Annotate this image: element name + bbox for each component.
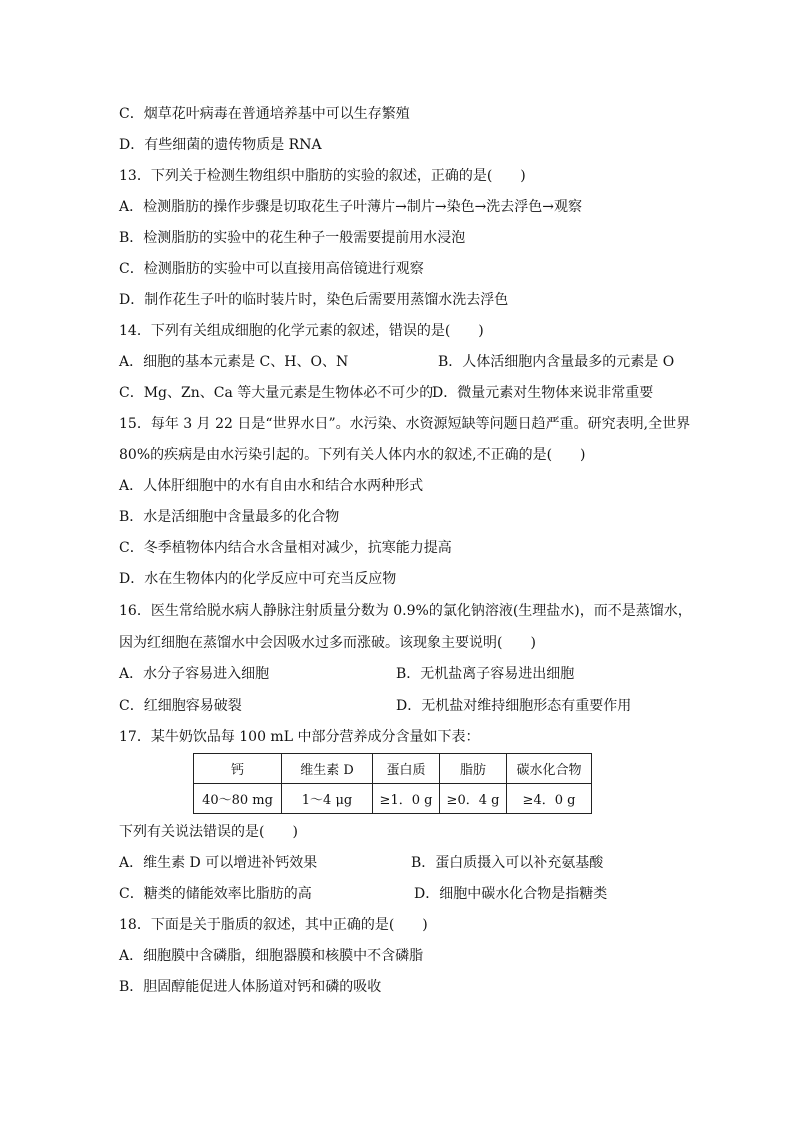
- q13-option-c: C．检测脂肪的实验中可以直接用高倍镜进行观察: [119, 261, 424, 277]
- q14-stem: 14．下列有关组成细胞的化学元素的叙述，错误的是( ): [119, 323, 484, 339]
- q13-stem: 13．下列关于检测生物组织中脂肪的实验的叙述，正确的是( ): [119, 168, 526, 184]
- q15-option-b: B．水是活细胞中含量最多的化合物: [119, 509, 340, 525]
- q15-option-c: C．冬季植物体内结合水含量相对减少，抗寒能力提高: [119, 540, 452, 556]
- q14-option-b: B．人体活细胞内含量最多的元素是 O: [438, 354, 675, 370]
- q13-option-a: A．检测脂肪的操作步骤是切取花生子叶薄片→制片→染色→洗去浮色→观察: [119, 199, 583, 215]
- q17-option-c: C．糖类的储能效率比脂肪的高: [119, 886, 312, 902]
- q15-stem-line2: 80%的疾病是由水污染引起的。下列有关人体内水的叙述,不正确的是( ): [119, 447, 586, 463]
- table-header-cell: 脂肪: [440, 754, 507, 784]
- table-row: [194, 754, 592, 784]
- q16-option-a: A．水分子容易进入细胞: [119, 666, 270, 682]
- table-cell: 40～80 mg: [194, 784, 282, 814]
- q14-option-a: A．细胞的基本元素是 C、H、O、N: [119, 354, 349, 370]
- nutrition-table: [193, 753, 592, 814]
- table-header-cell: 钙: [194, 754, 282, 784]
- table-cell: ≥4．0 g: [507, 784, 592, 814]
- table-cell: ≥0．4 g: [440, 784, 507, 814]
- table-row: [194, 784, 592, 814]
- q16-option-b: B．无机盐离子容易进出细胞: [396, 666, 575, 682]
- q13-option-d: D．制作花生子叶的临时装片时，染色后需要用蒸馏水洗去浮色: [119, 292, 509, 308]
- table-cell: ≥1．0 g: [373, 784, 440, 814]
- table-header-cell: 蛋白质: [373, 754, 440, 784]
- table-header-cell: 维生素 D: [282, 754, 373, 784]
- q16-option-c: C．红细胞容易破裂: [119, 698, 242, 714]
- table-cell: 1～4 μg: [282, 784, 373, 814]
- q12-option-d: D．有些细菌的遗传物质是 RNA: [119, 137, 322, 153]
- q16-option-d: D．无机盐对维持细胞形态有重要作用: [396, 698, 632, 714]
- q14-option-d: D．微量元素对生物体来说非常重要: [432, 385, 654, 401]
- q17-stem: 17．某牛奶饮品每 100 mL 中部分营养成分含量如下表：: [119, 729, 480, 745]
- table-header-cell: 碳水化合物: [507, 754, 592, 784]
- q12-option-c: C．烟草花叶病毒在普通培养基中可以生存繁殖: [119, 106, 410, 122]
- q17-option-b: B．蛋白质摄入可以补充氨基酸: [411, 855, 604, 871]
- q17-option-a: A．维生素 D 可以增进补钙效果: [119, 855, 318, 871]
- q15-option-a: A．人体肝细胞中的水有自由水和结合水两种形式: [119, 478, 424, 494]
- q16-stem-line2: 因为红细胞在蒸馏水中会因吸水过多而涨破。该现象主要说明( ): [119, 635, 536, 651]
- q14-option-c: C．Mg、Zn、Ca 等大量元素是生物体必不可少的: [119, 385, 434, 401]
- q15-stem-line1: 15．每年 3 月 22 日是“世界水日”。水污染、水资源短缺等问题日趋严重。研究表明,全世界: [119, 416, 691, 432]
- q15-option-d: D．水在生物体内的化学反应中可充当反应物: [119, 571, 397, 587]
- q16-stem-line1: 16．医生常给脱水病人静脉注射质量分数为 0.9%的氯化钠溶液(生理盐水)，而不是蒸馏水，: [119, 603, 692, 619]
- q13-option-b: B．检测脂肪的实验中的花生种子一般需要提前用水浸泡: [119, 230, 466, 246]
- q18-option-b: B．胆固醇能促进人体肠道对钙和磷的吸收: [119, 979, 382, 995]
- q18-option-a: A．细胞膜中含磷脂，细胞器膜和核膜中不含磷脂: [119, 948, 424, 964]
- q17-option-d: D．细胞中碳水化合物是指糖类: [414, 886, 608, 902]
- q18-stem: 18．下面是关于脂质的叙述，其中正确的是( ): [119, 917, 428, 933]
- q17-prompt: 下列有关说法错误的是( ): [119, 824, 298, 840]
